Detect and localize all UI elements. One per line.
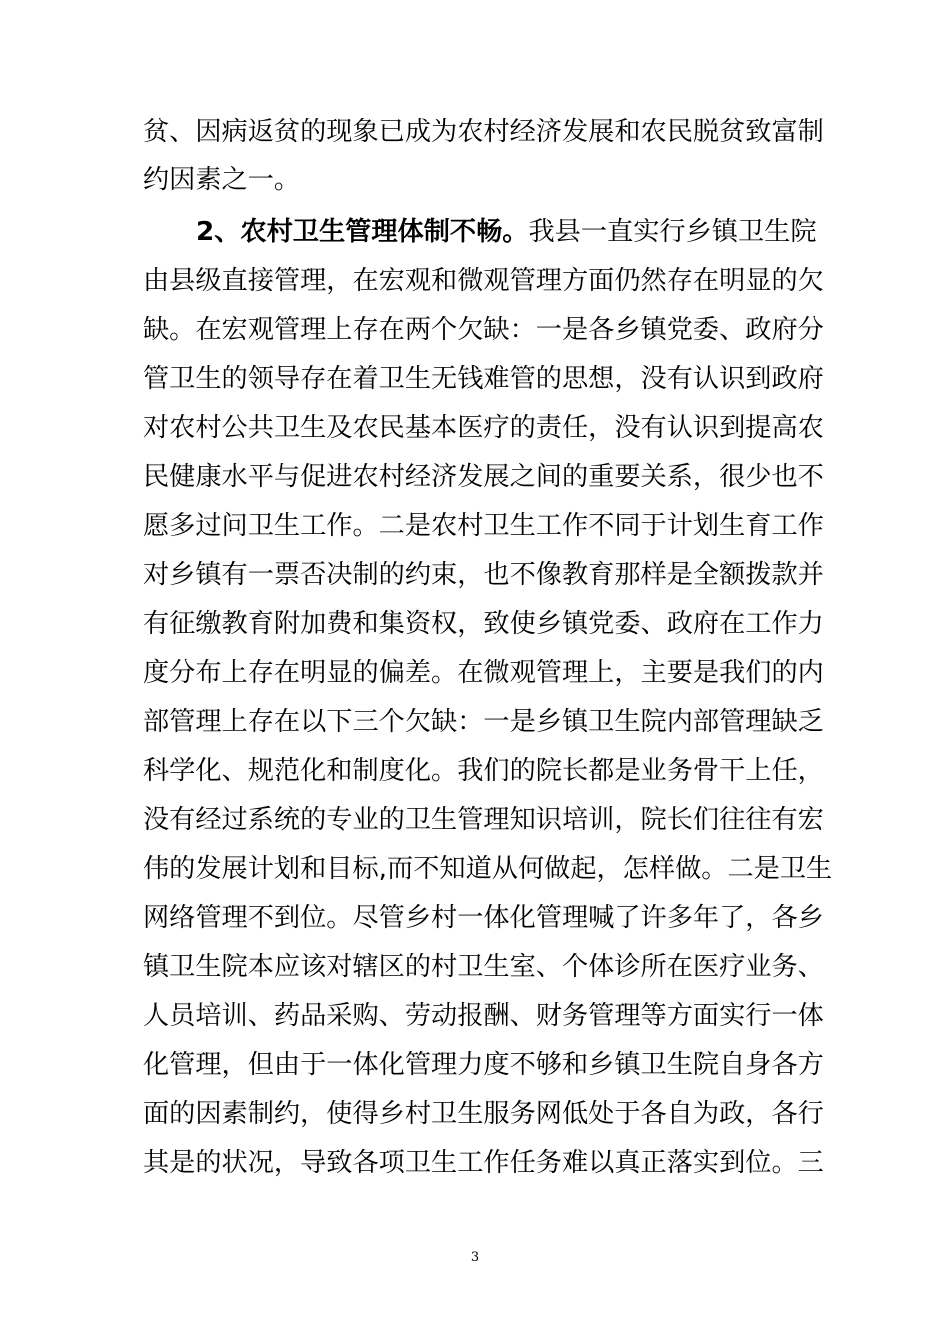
body-text-line: 缺。在宏观管理上存在两个欠缺：一是各乡镇党委、政府分 — [143, 315, 824, 345]
body-text-line: 网络管理不到位。尽管乡村一体化管理喊了许多年了，各乡 — [143, 903, 824, 933]
page-number: 3 — [470, 1250, 480, 1265]
body-text-line: 约因素之一。 — [143, 165, 301, 195]
body-text-line: 管卫生的领导存在着卫生无钱难管的思想，没有认识到政府 — [143, 364, 824, 394]
paragraph-heading-line — [196, 212, 866, 252]
body-text-line: 伟的发展计划和目标,而不知道从何做起，怎样做。二是卫生 — [143, 854, 833, 884]
body-text: 我县一直实行乡镇卫生院 — [528, 217, 817, 247]
body-text-line: 愿多过问卫生工作。二是农村卫生工作不同于计划生育工作 — [143, 511, 824, 541]
body-text-line: 对乡镇有一票否决制的约束，也不像教育那样是全额拨款并 — [143, 560, 824, 590]
body-text-line: 化管理，但由于一体化管理力度不够和乡镇卫生院自身各方 — [143, 1050, 824, 1080]
section-heading: 2、农村卫生管理体制不畅。 — [196, 217, 529, 247]
body-text-line: 科学化、规范化和制度化。我们的院长都是业务骨干上任， — [143, 756, 824, 786]
body-text-line: 没有经过系统的专业的卫生管理知识培训，院长们往往有宏 — [143, 805, 824, 835]
body-text-line: 民健康水平与促进农村经济发展之间的重要关系，很少也不 — [143, 462, 824, 492]
body-text-line: 贫、因病返贫的现象已成为农村经济发展和农民脱贫致富制 — [143, 117, 824, 147]
body-text-line: 由县级直接管理，在宏观和微观管理方面仍然存在明显的欠 — [143, 266, 824, 296]
body-text-line: 部管理上存在以下三个欠缺：一是乡镇卫生院内部管理缺乏 — [143, 707, 824, 737]
body-text-line: 对农村公共卫生及农民基本医疗的责任，没有认识到提高农 — [143, 413, 824, 443]
body-text-line: 面的因素制约，使得乡村卫生服务网低处于各自为政，各行 — [143, 1099, 824, 1129]
body-text-line: 人员培训、药品采购、劳动报酬、财务管理等方面实行一体 — [143, 1001, 824, 1031]
body-text-line: 有征缴教育附加费和集资权，致使乡镇党委、政府在工作力 — [143, 609, 824, 639]
body-text-line: 度分布上存在明显的偏差。在微观管理上，主要是我们的内 — [143, 658, 824, 688]
body-text-line: 镇卫生院本应该对辖区的村卫生室、个体诊所在医疗业务、 — [143, 952, 824, 982]
body-text-line: 其是的状况，导致各项卫生工作任务难以真正落实到位。三 — [143, 1148, 824, 1178]
